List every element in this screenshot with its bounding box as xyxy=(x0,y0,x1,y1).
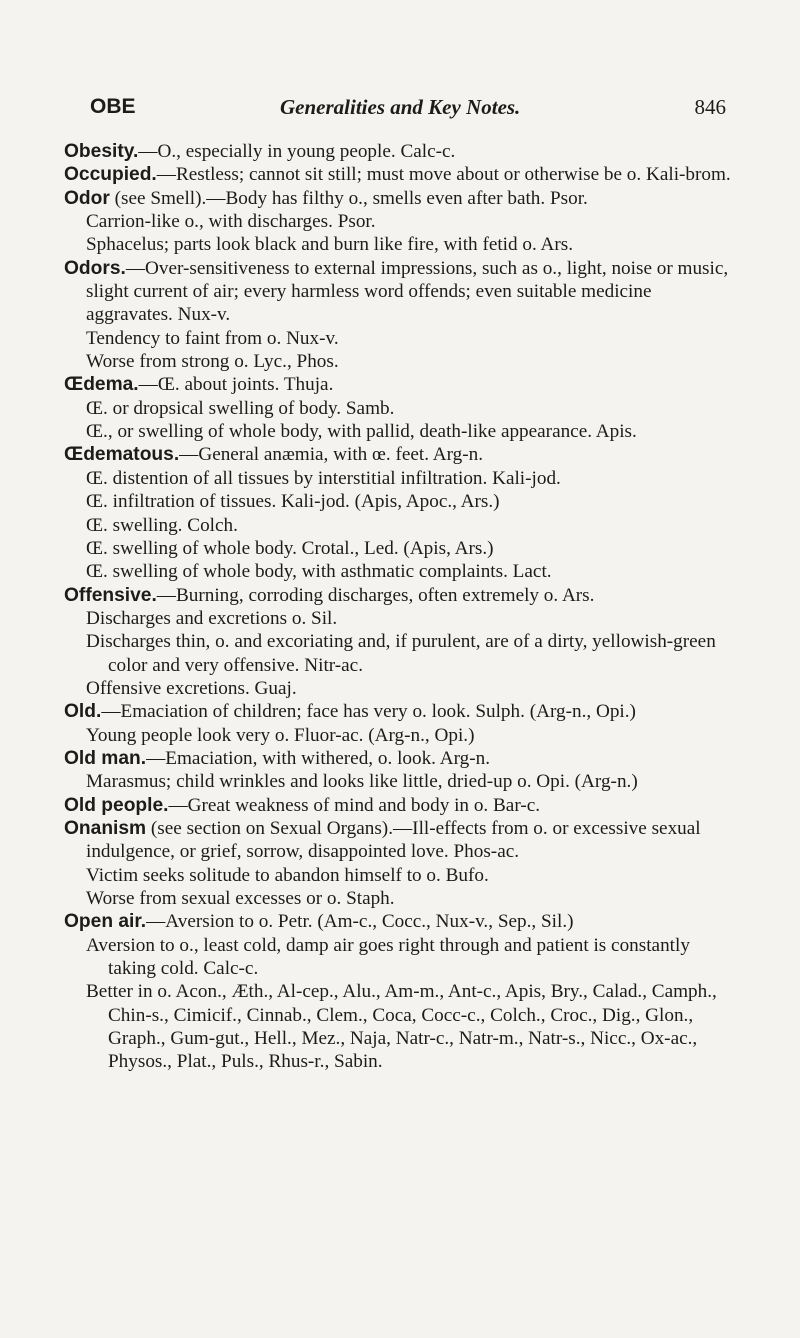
entry-text: (see Smell).—Body has filthy o., smells even after bath. Psor. xyxy=(109,187,588,209)
entry-text: Sphacelus; parts look black and burn like fire, with fetid o. Ars. xyxy=(86,234,574,256)
entry-text: —Emaciation of children; face has very o. look. Sulph. (Arg-n., Opi.) xyxy=(101,701,636,723)
entry-text: Œ. distention of all tissues by interstitial infiltration. Kali-jod. xyxy=(86,467,561,489)
sub-entry xyxy=(64,724,734,747)
entry-text: (see section on Sexual Organs).—Ill-effects from o. or excessive sexual indulgence, or grief, sorrow, disappointed love. Phos-ac. xyxy=(86,817,701,863)
entry-text: Tendency to faint from o. Nux-v. xyxy=(86,327,339,349)
entry-text: Victim seeks solitude to abandon himself to o. Bufo. xyxy=(86,864,489,886)
sub-entry xyxy=(64,233,734,256)
entry-text: —Burning, corroding discharges, often extremely o. Ars. xyxy=(156,584,595,606)
entry-heading: Offensive. xyxy=(64,584,157,606)
sub-entry xyxy=(64,420,734,443)
entry-text: Discharges and excretions o. Sil. xyxy=(86,607,338,629)
entry-heading: Œdematous. xyxy=(64,444,180,466)
entry-text: Better in o. Acon., Æth., Al-cep., Alu., Am-m., Ant-c., Apis, Bry., Calad., Camph., Chin-s., Cimicif., Cinnab., Clem., Coca, Cocc-c., Colch., Croc., Dig., Glon., Graph., Gum-gut., Hell., Mez., Naja, Natr-c., Natr-m., Natr-s., Nicc., Ox-ac., Physos., Plat., Puls., Rhus-r., Sabin. xyxy=(86,981,717,1073)
sub-entry xyxy=(64,770,734,793)
entry-text: —General anæmia, with œ. feet. Arg-n. xyxy=(179,444,484,466)
main-entry xyxy=(64,584,734,607)
entry-text: Worse from strong o. Lyc., Phos. xyxy=(86,351,339,373)
header-title: Generalities and Key Notes. xyxy=(280,95,521,119)
entry-heading: Old man. xyxy=(64,747,147,769)
main-entry xyxy=(64,700,734,723)
entry-text: Worse from sexual excesses or o. Staph. xyxy=(86,888,395,909)
main-entry xyxy=(64,187,734,210)
main-entry xyxy=(64,140,734,163)
entry-text: —Emaciation, with withered, o. look. Arg-n. xyxy=(146,747,490,769)
entry-heading: Onanism xyxy=(64,817,147,839)
main-entry xyxy=(64,443,734,466)
entry-text: —O., especially in young people. Calc-c. xyxy=(138,141,456,162)
sub-entry xyxy=(64,864,734,887)
entry-heading: Old. xyxy=(64,701,102,723)
entry-text: Œ. swelling of whole body. Crotal., Led. (Apis, Ars.) xyxy=(86,537,494,559)
entry-heading: Odors. xyxy=(64,257,126,279)
sub-entry xyxy=(64,630,734,677)
sub-entry xyxy=(64,537,734,560)
main-entry xyxy=(64,373,734,396)
sub-entry xyxy=(64,467,734,490)
entry-text: Œ. swelling of whole body, with asthmatic complaints. Lact. xyxy=(86,561,552,583)
main-entry xyxy=(64,910,734,933)
entry-text: —Restless; cannot sit still; must move about or otherwise be o. Kali-brom. xyxy=(156,164,731,186)
entry-heading: Old people. xyxy=(64,794,169,816)
entry-text: Carrion-like o., with discharges. Psor. xyxy=(86,211,376,233)
entry-text: —Great weakness of mind and body in o. Bar-c. xyxy=(168,794,541,816)
sub-entry xyxy=(64,210,734,233)
entry-text: Œ. or dropsical swelling of body. Samb. xyxy=(86,397,395,419)
main-entry xyxy=(64,747,734,770)
entry-text: Œ. infiltration of tissues. Kali-jod. (Apis, Apoc., Ars.) xyxy=(86,491,500,513)
header-guide-word: OBE xyxy=(90,95,136,118)
entry-text: Œ., or swelling of whole body, with pallid, death-like appearance. Apis. xyxy=(86,421,637,443)
sub-entry xyxy=(64,350,734,373)
sub-entry xyxy=(64,397,734,420)
sub-entry xyxy=(64,980,734,1073)
entry-heading: Œdema. xyxy=(64,374,139,396)
entry-text: —Over-sensitiveness to external impressions, such as o., light, noise or music, slight current of air; every harmless word offends; even suitable medicine aggravates. Nux-v. xyxy=(86,257,729,326)
main-entry xyxy=(64,794,734,817)
entries-list xyxy=(64,140,734,1074)
entry-text: Discharges thin, o. and excoriating and, if purulent, are of a dirty, yellowish-green color and very offensive. Nitr-ac. xyxy=(86,631,716,676)
entry-text: Œ. swelling. Colch. xyxy=(86,514,238,536)
main-entry xyxy=(64,257,734,327)
sub-entry xyxy=(64,514,734,537)
sub-entry xyxy=(64,490,734,513)
entry-heading: Occupied. xyxy=(64,164,157,186)
entry-text: Young people look very o. Fluor-ac. (Arg-n., Opi.) xyxy=(86,724,475,746)
sub-entry xyxy=(64,607,734,630)
entry-text: Marasmus; child wrinkles and looks like little, dried-up o. Opi. (Arg-n.) xyxy=(86,771,638,793)
main-entry xyxy=(64,817,734,864)
sub-entry xyxy=(64,887,734,910)
sub-entry xyxy=(64,934,734,981)
entry-heading: Odor xyxy=(64,187,110,209)
sub-entry xyxy=(64,677,734,700)
main-entry xyxy=(64,163,734,186)
entry-text: Aversion to o., least cold, damp air goes right through and patient is constantly taking cold. Calc-c. xyxy=(86,934,690,980)
entry-text: Offensive excretions. Guaj. xyxy=(86,677,297,699)
sub-entry xyxy=(64,327,734,350)
sub-entry xyxy=(64,560,734,583)
entry-text: —Œ. about joints. Thuja. xyxy=(138,374,334,396)
entry-heading: Open air. xyxy=(64,911,147,933)
entry-text: —Aversion to o. Petr. (Am-c., Cocc., Nux-v., Sep., Sil.) xyxy=(146,911,574,933)
page-number: 846 xyxy=(694,95,726,119)
entry-heading: Obesity. xyxy=(64,141,139,162)
